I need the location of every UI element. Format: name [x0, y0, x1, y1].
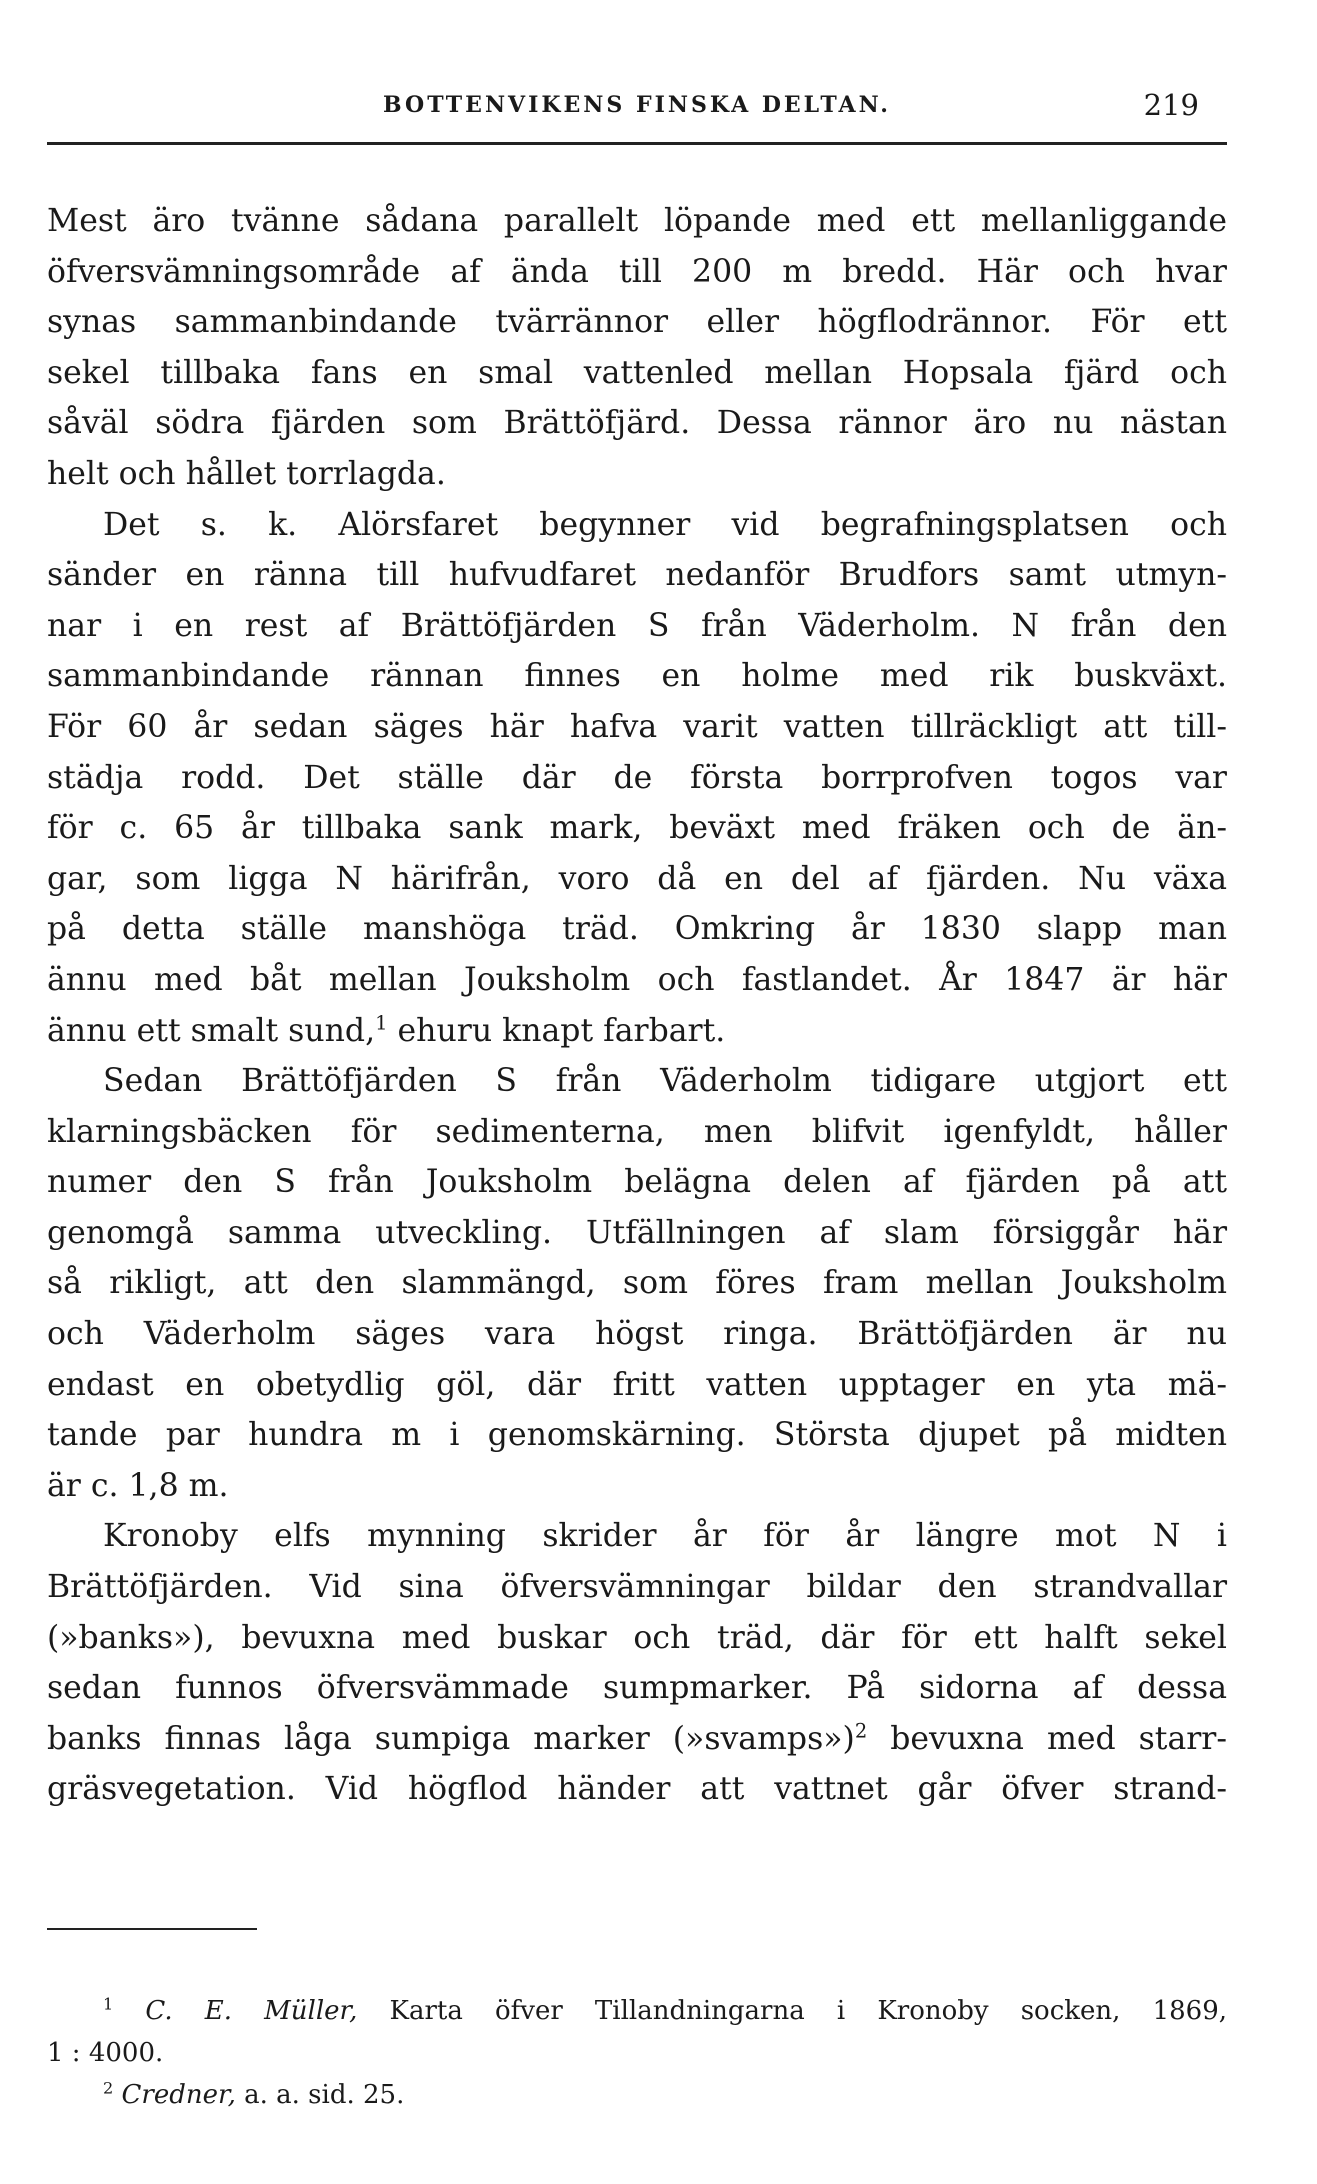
text-line: synas sammanbindande tvärrännor eller högflodrännor. För ett	[47, 304, 1227, 341]
text-line: Det s. k. Alörsfaret begynner vid begrafningsplatsen och	[103, 506, 1227, 543]
page-header	[47, 88, 1227, 132]
text-line: helt och hållet torrlagda.	[47, 455, 446, 492]
text-line: Mest äro tvänne sådana parallelt löpande med ett mellanliggande	[47, 203, 1227, 239]
text-line: genomgå samma utveckling. Utfällningen af slam försiggår här	[47, 1214, 1227, 1251]
footnotes	[47, 1990, 1227, 2116]
text-line: städja rodd. Det ställe där de första borrprofven togos var	[47, 759, 1227, 796]
text-line: klarningsbäcken för sedimenterna, men blifvit igenfyldt, håller	[47, 1113, 1227, 1150]
footnote-author: C. E. Müller,	[145, 1996, 358, 2026]
footnote-mark: 1	[103, 1994, 114, 2014]
text-line: så rikligt, att den slammängd, som föres fram mellan Jouksholm	[47, 1265, 1227, 1302]
text-line: för c. 65 år tillbaka sank mark, beväxt med fräken och de än-	[47, 810, 1227, 847]
text-line: endast en obetydlig göl, där fritt vatten upptager en yta mä-	[47, 1366, 1227, 1403]
text-line: är c. 1,8 m.	[47, 1467, 229, 1504]
text-line: numer den S från Jouksholm belägna delen af fjärden på att	[47, 1164, 1227, 1201]
text-line: ännu med båt mellan Jouksholm och fastlandet. År 1847 är här	[47, 961, 1227, 998]
footnote-1-continuation: 1 : 4000.	[47, 2038, 164, 2068]
footnote-2: $^2$ Credner, a. a. sid. 25.	[103, 2078, 405, 2110]
text-line: ännu ett smalt sund,$^1$ ehuru knapt farbart.	[47, 1010, 726, 1049]
text-line: banks finnas låga sumpiga marker (»svamps»)$^2$ bevuxna med starr-	[47, 1719, 1227, 1757]
text-line: Brättöfjärden. Vid sina öfversvämningar bildar den strandvallar	[47, 1569, 1227, 1606]
footnote-1: $^1$ C. E. Müller, Karta öfver Tillandningarna i Kronoby socken, 1869,	[103, 1994, 1228, 2026]
page-number: 219	[1143, 88, 1199, 122]
text-line: på detta ställe manshöga träd. Omkring år 1830 slapp man	[47, 911, 1227, 948]
text-line: Sedan Brättöfjärden S från Väderholm tidigare utgjort ett	[103, 1063, 1227, 1100]
text-line: och Väderholm säges vara högst ringa. Brättöfjärden är nu	[47, 1316, 1227, 1353]
body-text	[47, 196, 1227, 1815]
footnote-ref: 1	[375, 1010, 388, 1034]
footnote-mark: 2	[103, 2078, 114, 2098]
text-line: sammanbindande rännan finnes en holme med rik buskväxt.	[47, 658, 1227, 695]
running-title: BOTTENVIKENS FINSKA DELTAN.	[383, 92, 891, 118]
text-line: nar i en rest af Brättöfjärden S från Väderholm. N från den	[47, 607, 1227, 644]
footnote-author: Credner,	[121, 2080, 236, 2110]
text-line: Kronoby elfs mynning skrider år för år längre mot N i	[103, 1518, 1227, 1555]
text-line: såväl södra fjärden som Brättöfjärd. Dessa rännor äro nu nästan	[47, 405, 1227, 442]
header-rule	[47, 142, 1227, 145]
text-line: För 60 år sedan säges här hafva varit vatten tillräckligt att till-	[47, 708, 1227, 745]
text-line: gräsvegetation. Vid högflod händer att vattnet går öfver strand-	[47, 1771, 1227, 1808]
text-line: tande par hundra m i genomskärning. Största djupet på midten	[47, 1417, 1227, 1454]
text-line: sedan funnos öfversvämmade sumpmarker. På sidorna af dessa	[47, 1670, 1227, 1707]
text-line: sänder en ränna till hufvudfaret nedanför Brudfors samt utmyn-	[47, 557, 1227, 594]
text-line: gar, som ligga N härifrån, voro då en del af fjärden. Nu växa	[47, 860, 1227, 897]
text-line: öfversvämningsområde af ända till 200 m bredd. Här och hvar	[47, 253, 1227, 290]
text-line: sekel tillbaka fans en smal vattenled mellan Hopsala fjärd och	[47, 354, 1227, 391]
text-line: (»banks»), bevuxna med buskar och träd, där för ett halft sekel	[47, 1619, 1227, 1656]
footnote-ref: 2	[854, 1719, 868, 1743]
footnote-rule	[47, 1928, 257, 1930]
